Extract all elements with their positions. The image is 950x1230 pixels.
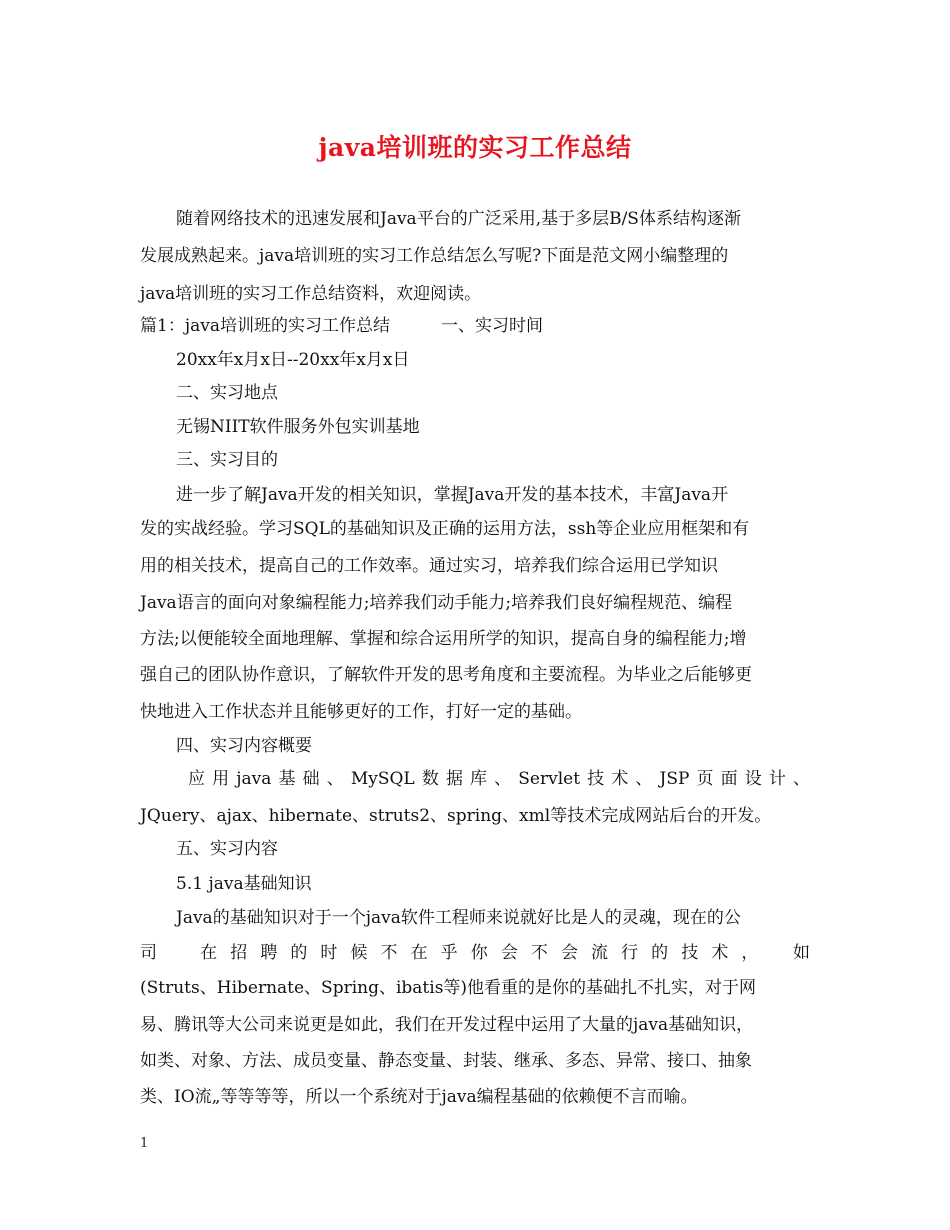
section-heading: 二、实习地点 (176, 383, 278, 403)
text-line: 用的相关技术，提高自己的工作效率。通过实习，培养我们综合运用已学知识 (140, 556, 718, 576)
text-line: Java的基础知识对于一个java软件工程师来说就好比是人的灵魂，现在的公 (176, 908, 741, 928)
text-line: java培训班的实习工作总结资料，欢迎阅读。 (140, 284, 482, 304)
text-line: 随着网络技术的迅速发展和Java平台的广泛采用,基于多层B/S体系结构逐渐 (176, 209, 741, 229)
document-title: java培训班的实习工作总结 (318, 133, 632, 162)
text-line: 应用java基础、MySQL数据库、Servlet技术、JSP页面设计、 (188, 769, 810, 789)
text-line: 方法;以便能较全面地理解、掌握和综合运用所学的知识，提高自身的编程能力;增 (140, 629, 747, 649)
section-heading: 五、实习内容 (176, 839, 278, 859)
text-line: 20xx年x月x日--20xx年x月x日 (176, 350, 410, 370)
text-line: 进一步了解Java开发的相关知识，掌握Java开发的基本技术，丰富Java开 (176, 485, 729, 505)
section-heading: 四、实习内容概要 (176, 736, 312, 756)
text-line: 强自己的团队协作意识，了解软件开发的思考角度和主要流程。为毕业之后能够更 (140, 665, 752, 685)
text-line: 发展成熟起来。java培训班的实习工作总结怎么写呢?下面是范文网小编整理的 (140, 246, 729, 266)
text-line: 快地进入工作状态并且能够更好的工作，打好一定的基础。 (140, 702, 582, 722)
text-line: 类、IO流„等等等等，所以一个系统对于java编程基础的依赖便不言而喻。 (140, 1087, 698, 1107)
text-line: JQuery、ajax、hibernate、struts2、spring、xml等技术完成网站后台的开发。 (140, 806, 772, 826)
text-line: 无锡NIIT软件服务外包实训基地 (176, 417, 420, 437)
text-line: 发的实战经验。学习SQL的基础知识及正确的运用方法，ssh等企业应用框架和有 (140, 519, 750, 539)
page-number: 1 (140, 1136, 149, 1151)
text-line: (Struts、Hibernate、Spring、ibatis等)他看重的是你的基础扎不扎实，对于网 (140, 978, 757, 998)
section-heading: 三、实习目的 (176, 450, 278, 470)
subsection-heading: 5.1 java基础知识 (176, 874, 312, 894)
text-line: Java语言的面向对象编程能力;培养我们动手能力;培养我们良好编程规范、编程 (140, 593, 733, 613)
text-line: 篇1：java培训班的实习工作总结 一、实习时间 (140, 316, 543, 336)
text-line: 司 在招聘的时候不在乎你会不会流行的技术， 如 (140, 943, 810, 963)
text-line: 如类、对象、方法、成员变量、静态变量、封装、继承、多态、异常、接口、抽象 (140, 1051, 752, 1071)
text-line: 易、腾讯等大公司来说更是如此，我们在开发过程中运用了大量的java基础知识， (140, 1015, 754, 1035)
